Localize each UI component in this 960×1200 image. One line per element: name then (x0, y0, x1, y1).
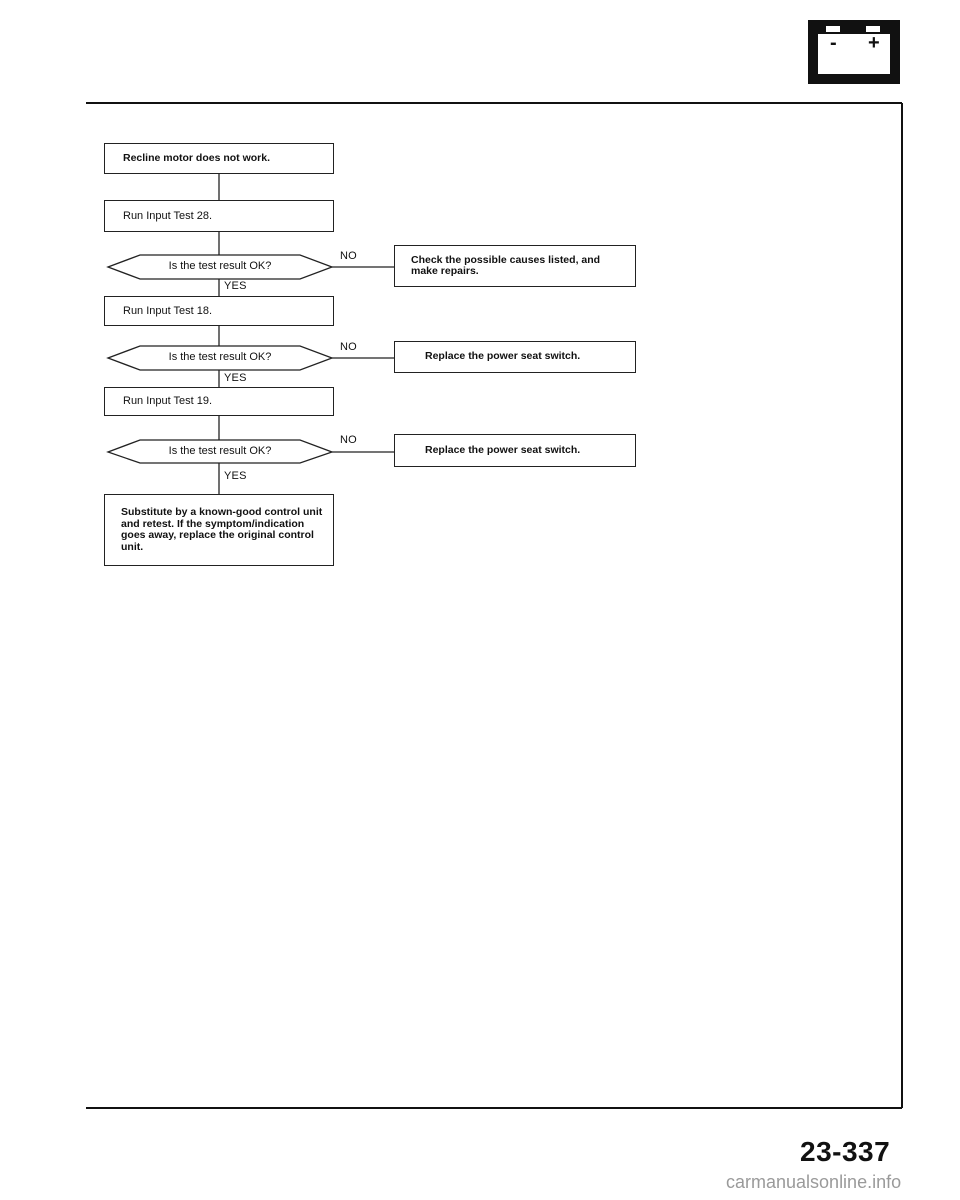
step-box-2 (104, 296, 334, 326)
yes-label-2: YES (224, 372, 247, 384)
no-label-1: NO (340, 250, 357, 262)
battery-plus: + (868, 32, 880, 54)
start-box (104, 143, 334, 174)
footer-watermark: carmanualsonline.info (726, 1172, 902, 1192)
action-box-1 (394, 245, 636, 287)
yes-label-1: YES (224, 280, 247, 292)
page-number: 23-337 (800, 1136, 891, 1167)
action-box-2 (394, 341, 636, 373)
action-text-3: Replace the power seat switch. (425, 443, 581, 456)
step-box-1 (104, 200, 334, 232)
no-label-2: NO (340, 341, 357, 353)
question-text-3: Is the test result OK? (168, 445, 272, 457)
step-box-3 (104, 387, 334, 416)
step-text-2: Run Input Test 18. (123, 304, 213, 317)
battery-minus: - (830, 32, 837, 54)
question-text-2: Is the test result OK? (168, 351, 272, 363)
yes-label-3: YES (224, 470, 247, 482)
step-text-1: Run Input Test 28. (123, 209, 213, 222)
no-label-3: NO (340, 434, 357, 446)
final-text: Substitute by a known-good control unit and retest. If the symptom/indication goes away, replace the original control unit. (121, 506, 323, 553)
step-text-3: Run Input Test 19. (123, 395, 213, 407)
start-text: Recline motor does not work. (123, 151, 271, 164)
question-text-1: Is the test result OK? (168, 260, 272, 272)
action-box-3 (394, 434, 636, 467)
final-box (104, 494, 334, 566)
action-text-1: Check the possible causes listed, and make repairs. (411, 253, 601, 277)
action-text-2: Replace the power seat switch. (425, 350, 581, 363)
